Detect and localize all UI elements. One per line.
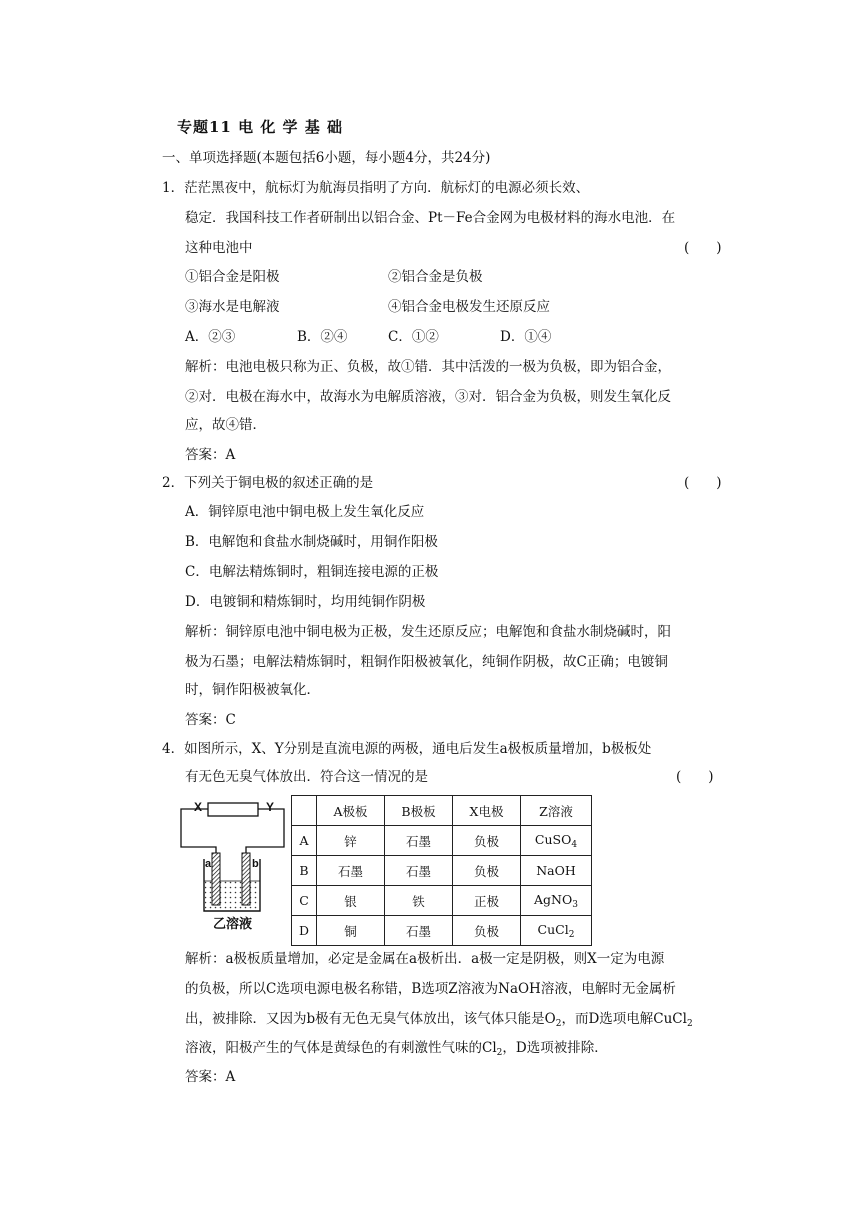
- power-source-box: [208, 803, 258, 816]
- subscript: 2: [686, 1019, 693, 1029]
- q1-analysis-line1: 解析：电池电极只称为正、负极，故①错．其中活泼的一极为负极，即为铝合金，: [185, 359, 671, 375]
- q4-analysis-text: 出，被排除．又因为b极有无色无臭气体放出，该气体只能是O: [185, 1011, 556, 1027]
- electrolysis-apparatus-diagram: [178, 795, 288, 935]
- power-x-label: X: [194, 800, 203, 814]
- q1-statement-4: ④铝合金电极发生还原反应: [388, 299, 550, 315]
- table-cell: 负极: [453, 856, 521, 886]
- q4-analysis-line4: [185, 1039, 608, 1062]
- table-cell: 石墨: [385, 826, 453, 856]
- table-header-cell: A极板: [317, 796, 385, 826]
- formula-subscript: 3: [572, 899, 578, 910]
- q1-stem-line3: 这种电池中: [185, 240, 253, 256]
- electrode-b-label: b: [252, 858, 259, 870]
- solution-caption: 乙溶液: [213, 917, 253, 932]
- q1-answer-paren: ( ): [684, 240, 722, 256]
- table-header-cell: X电极: [453, 796, 521, 826]
- q2-analysis-line1: 解析：铜锌原电池中铜电极为正极，发生还原反应；电解饱和食盐水制烧碱时，阳: [185, 624, 671, 640]
- table-cell: 铜: [317, 916, 385, 946]
- table-header-cell: B极板: [385, 796, 453, 826]
- q2-option-b: B．电解饱和食盐水制烧碱时，用铜作阳极: [185, 534, 438, 550]
- q4-answer-paren: ( ): [676, 769, 714, 785]
- q1-option-b: B．②④: [297, 329, 348, 345]
- q2-answer-paren: ( ): [684, 475, 722, 491]
- q1-option-d: D．①④: [500, 329, 552, 345]
- power-y-label: Y: [266, 800, 275, 814]
- q2-stem: 2．下列关于铜电极的叙述正确的是: [162, 475, 374, 491]
- table-cell: [521, 856, 592, 886]
- formula-subscript: 2: [568, 929, 575, 940]
- electrode-a: [212, 853, 220, 905]
- table-cell: 锌: [317, 826, 385, 856]
- table-cell: 铁: [385, 886, 453, 916]
- q4-analysis-text: 溶液，阳极产生的气体是黄绿色的有刺激性气味的Cl: [185, 1040, 497, 1056]
- formula: NaOH: [536, 863, 576, 878]
- table-header-row: [292, 796, 592, 826]
- q1-option-a: A．②③: [185, 329, 236, 345]
- q4-stem-line1: 4．如图所示，X、Y分别是直流电源的两极，通电后发生a极板质量增加，b极板处: [162, 741, 652, 757]
- q1-statement-3: ③海水是电解液: [185, 299, 280, 315]
- table-cell: 银: [317, 886, 385, 916]
- q2-option-c: C．电解法精炼铜时，粗铜连接电源的正极: [185, 564, 439, 580]
- table-cell: 负极: [453, 826, 521, 856]
- q4-analysis-text: ，而D选项电解CuCl: [561, 1011, 687, 1027]
- q4-analysis-line3: [185, 1010, 693, 1033]
- table-row: [292, 826, 592, 856]
- q1-analysis-line2: ②对．电极在海水中，故海水为电解质溶液，③对．铝合金为负极，则发生氧化反: [185, 389, 671, 405]
- q1-answer: 答案：A: [185, 447, 236, 463]
- q4-options-table: [291, 795, 592, 946]
- q2-answer: 答案：C: [185, 712, 236, 728]
- q4-analysis-line1: 解析：a极板质量增加，必定是金属在a极析出．a极一定是阴极，则X一定为电源: [185, 951, 665, 967]
- q4-stem-line2: 有无色无臭气体放出．符合这一情况的是: [185, 769, 428, 785]
- q2-option-a: A．铜锌原电池中铜电极上发生氧化反应: [185, 504, 425, 520]
- subscript: 2: [555, 1019, 562, 1029]
- formula: CuSO: [534, 831, 572, 847]
- table-cell: 石墨: [385, 916, 453, 946]
- electrode-a-label: a: [205, 858, 212, 870]
- formula-subscript: 4: [571, 839, 578, 850]
- table-row: [292, 916, 592, 946]
- table-cell: C: [292, 886, 317, 916]
- table-row: [292, 886, 592, 916]
- table-row: [292, 856, 592, 886]
- table-cell: [521, 886, 592, 916]
- q2-analysis-line3: 时，铜作阳极被氧化．: [185, 682, 320, 698]
- table-cell: 石墨: [317, 856, 385, 886]
- q2-option-d: D．电镀铜和精炼铜时，均用纯铜作阴极: [185, 594, 426, 610]
- table-cell: A: [292, 826, 317, 856]
- q1-stem-line1: 1．茫茫黑夜中，航标灯为航海员指明了方向．航标灯的电源必须长效、: [162, 180, 590, 196]
- table-cell: B: [292, 856, 317, 886]
- table-cell: 石墨: [385, 856, 453, 886]
- q1-statement-1: ①铝合金是阳极: [185, 269, 280, 285]
- q4-answer: 答案：A: [185, 1069, 236, 1085]
- table-header-cell: Z溶液: [521, 796, 592, 826]
- table-header-cell: [292, 796, 317, 826]
- q4-analysis-line2: 的负极，所以C选项电源电极名称错，B选项Z溶液为NaOH溶液，电解时无金属析: [185, 981, 676, 997]
- page-title: 专题11 电 化 学 基 础: [177, 118, 343, 136]
- q2-analysis-line2: 极为石墨；电解法精炼铜时，粗铜作阳极被氧化，纯铜作阴极，故C正确；电镀铜: [185, 654, 668, 670]
- q1-analysis-line3: 应，故④错．: [185, 417, 266, 433]
- table-cell: D: [292, 916, 317, 946]
- table-cell: [521, 826, 592, 856]
- q1-statement-2: ②铝合金是负极: [388, 269, 483, 285]
- table-cell: 正极: [453, 886, 521, 916]
- q1-stem-line2: 稳定．我国科技工作者研制出以铝合金、Pt－Fe合金网为电极材料的海水电池．在: [185, 210, 676, 226]
- section-heading: 一、单项选择题(本题包括6小题，每小题4分，共24分): [162, 150, 491, 166]
- table-cell: [521, 916, 592, 946]
- subscript: 2: [496, 1048, 503, 1058]
- q4-analysis-text: ，D选项被排除．: [502, 1040, 608, 1056]
- electrode-b: [242, 853, 250, 905]
- formula: AgNO: [534, 891, 573, 907]
- formula: CuCl: [537, 921, 569, 937]
- table-cell: 负极: [453, 916, 521, 946]
- q1-option-c: C．①②: [388, 329, 439, 345]
